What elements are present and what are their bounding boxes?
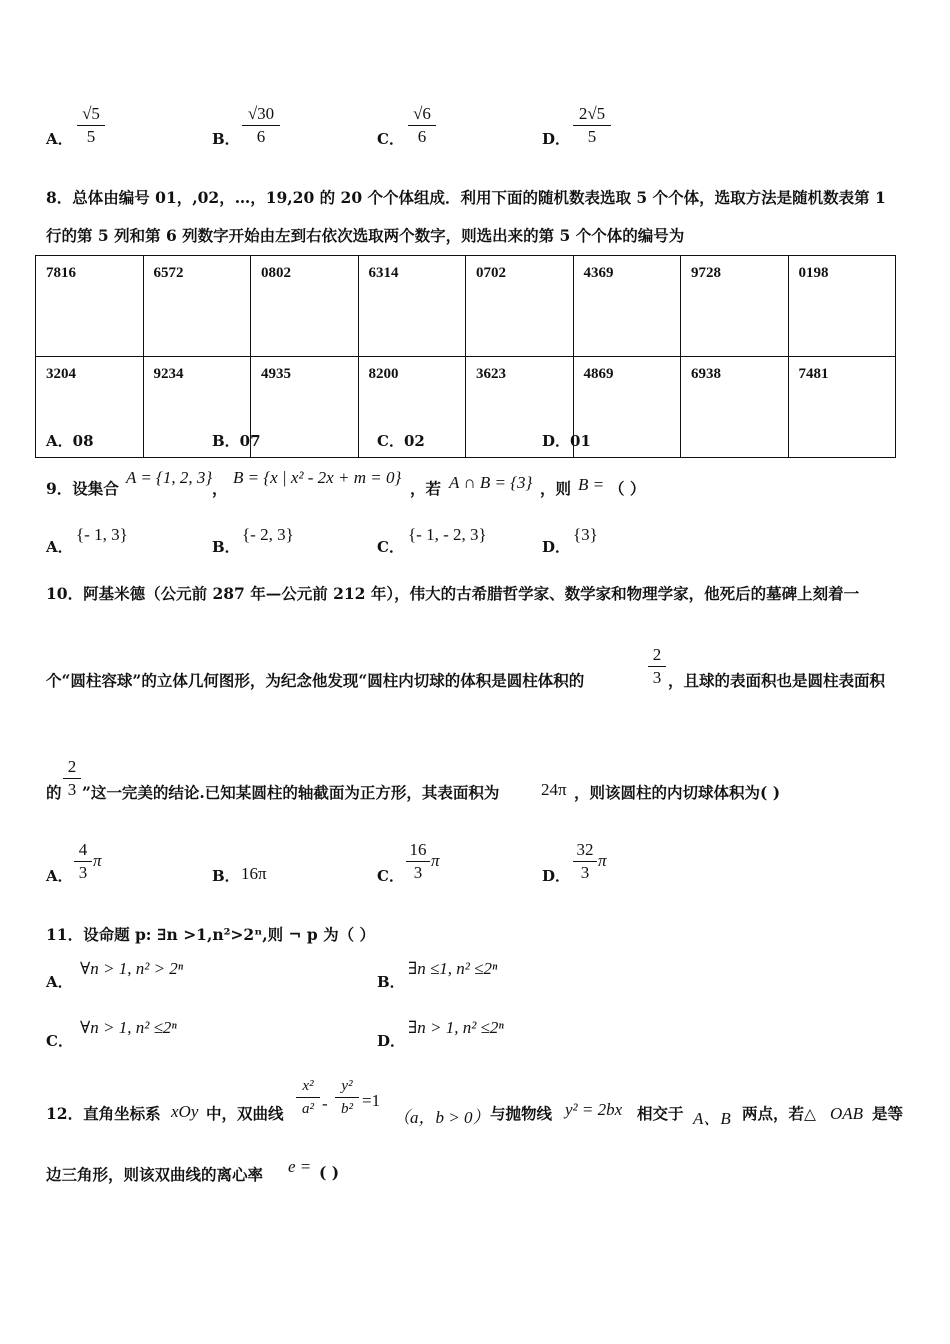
q9-option-a-letter: A． [46, 538, 73, 556]
q12-condition: （a，b > 0） [393, 1108, 490, 1127]
q11-option-d-value: ∃n > 1, n² ≤2ⁿ [408, 1018, 504, 1037]
q9-option-c-letter: C． [377, 538, 404, 556]
table-row [36, 357, 896, 458]
q7-option-a-fraction: √5 5 [77, 104, 105, 147]
q10-two-thirds-fraction: 2 3 [648, 645, 666, 688]
q11-option-d-letter: D． [377, 1032, 406, 1050]
q10-line-2a: 个“圆柱容球”的立体几何图形，为纪念他发现“圆柱内切球的体积是圆柱体积的 [46, 671, 585, 690]
q12-equals-one: =1 [362, 1091, 381, 1110]
q12-mid-5: 是等 [872, 1104, 904, 1123]
q10-option-c-fraction: 16 3 [406, 840, 430, 883]
q7-option-b-letter: B． [212, 130, 240, 148]
q9-option-b-value: {- 2, 3} [242, 525, 294, 544]
q10-line-3a: 的 [46, 783, 62, 802]
q9-option-c-value: {- 1, - 2, 3} [408, 525, 487, 544]
table-cell: 9234 [143, 357, 251, 458]
q12-lead: 12．直角坐标系 [46, 1104, 161, 1123]
q10-two-thirds-fraction-2: 2 3 [63, 757, 81, 800]
random-number-table [35, 255, 896, 458]
table-cell: 4369 [573, 256, 681, 357]
q7-option-c-fraction: √6 6 [408, 104, 436, 147]
q12-parabola: y² = 2bx [565, 1100, 623, 1119]
q10-option-d-fraction: 32 3 [573, 840, 597, 883]
q8-line-2: 行的第 5 列和第 6 列数字开始由左到右依次选取两个数字，则选出来的第 5 个个体的编号为 [46, 226, 685, 245]
q9-option-a-value: {- 1, 3} [76, 525, 128, 544]
q12-points: A、B [693, 1109, 731, 1128]
q10-option-a-fraction: 4 3 [74, 840, 92, 883]
q10-option-b-value: 16π [241, 864, 267, 883]
q12-mid-3: 相交于 [637, 1104, 684, 1123]
table-cell: 7816 [36, 256, 144, 357]
q10-line-1: 10．阿基米德（公元前 287 年—公元前 212 年），伟大的古希腊哲学家、数学家和物理学家，他死后的墓碑上刻着一 [46, 584, 860, 603]
q9-option-b-letter: B． [212, 538, 240, 556]
q8-option-a: A．08 [46, 432, 94, 450]
q12-mid-4: 两点，若△ [742, 1104, 816, 1123]
q10-option-d-letter: D． [542, 867, 571, 885]
table-cell: 0802 [251, 256, 359, 357]
q10-line-3c: ，则该圆柱的内切球体积为( ) [574, 783, 781, 802]
q9-set-a: A = {1, 2, 3} [126, 468, 213, 487]
q9-set-b: B = {x | x² - 2x + m = 0} [233, 468, 402, 487]
table-cell: 8200 [358, 357, 466, 458]
q12-y-over-b: y² b² [335, 1076, 359, 1119]
q11-option-c-letter: C． [46, 1032, 73, 1050]
q8-option-b: B．07 [212, 432, 261, 450]
q9-option-d-letter: D． [542, 538, 571, 556]
q12-coord-system: xOy [171, 1102, 199, 1121]
q12-minus: - [322, 1094, 328, 1113]
table-cell: 4935 [251, 357, 359, 458]
q7-option-d-letter: D． [542, 130, 571, 148]
q11-option-a-letter: A． [46, 973, 73, 991]
q9-lead: 9．设集合 [46, 479, 119, 498]
q9-tail: ，则 [540, 479, 572, 498]
table-cell: 6314 [358, 256, 466, 357]
q11-option-a-value: ∀n > 1, n² > 2ⁿ [80, 959, 184, 978]
q12-x-over-a: x² a² [296, 1076, 320, 1119]
q10-option-a-pi: π [93, 851, 102, 870]
q8-line-1: 8．总体由编号 01，,02，…，19,20 的 20 个个体组成．利用下面的随机数表选取 5 个个体，选取方法是随机数表第 1 [46, 188, 886, 207]
q10-option-c-pi: π [431, 851, 440, 870]
table-cell: 9728 [681, 256, 789, 357]
table-row [36, 256, 896, 357]
q7-option-a-letter: A． [46, 130, 73, 148]
q7-option-d-fraction: 2√5 5 [573, 104, 611, 147]
table-cell: 4869 [573, 357, 681, 458]
q12-triangle: OAB [830, 1104, 864, 1123]
q10-line-3b: ”这一完美的结论.已知某圆柱的轴截面为正方形，其表面积为 [82, 783, 500, 802]
q11-option-b-value: ∃n ≤1, n² ≤2ⁿ [408, 959, 498, 978]
q10-option-c-letter: C． [377, 867, 404, 885]
q9-option-d-value: {3} [573, 525, 598, 544]
table-cell: 6572 [143, 256, 251, 357]
q9-ask: B = [578, 475, 605, 494]
table-cell: 0702 [466, 256, 574, 357]
table-cell: 0198 [788, 256, 896, 357]
table-cell: 7481 [788, 357, 896, 458]
q9-condition: A ∩ B = {3} [449, 473, 533, 492]
q7-option-b-fraction: √30 6 [242, 104, 280, 147]
q10-option-a-letter: A． [46, 867, 73, 885]
q10-option-d-pi: π [598, 851, 607, 870]
q11-option-c-value: ∀n > 1, n² ≤2ⁿ [80, 1018, 177, 1037]
q10-area: 24π [541, 780, 567, 799]
q12-mid-1: 中，双曲线 [206, 1104, 284, 1123]
q11-stem: 11．设命题 p: ∃n >1,n²>2ⁿ,则 ¬ p 为（ ） [46, 925, 376, 944]
q10-option-b-letter: B． [212, 867, 240, 885]
q9-paren: （ ） [609, 479, 646, 498]
table-cell: 6938 [681, 357, 789, 458]
q12-mid-2: 与抛物线 [490, 1104, 553, 1123]
q8-option-c: C．02 [377, 432, 425, 450]
q9-sep: ， [212, 479, 228, 498]
q9-mid: ，若 [410, 479, 442, 498]
q8-option-d: D．01 [542, 432, 591, 450]
q7-option-c-letter: C． [377, 130, 404, 148]
q11-option-b-letter: B． [377, 973, 405, 991]
q12-line-2-text: 边三角形，则该双曲线的离心率 [46, 1165, 264, 1184]
table-cell: 3204 [36, 357, 144, 458]
q12-ask: e = [288, 1157, 312, 1176]
q10-line-2b: ，且球的表面积也是圆柱表面积 [668, 671, 886, 690]
table-cell: 3623 [466, 357, 574, 458]
q12-paren: ( ) [319, 1163, 340, 1182]
